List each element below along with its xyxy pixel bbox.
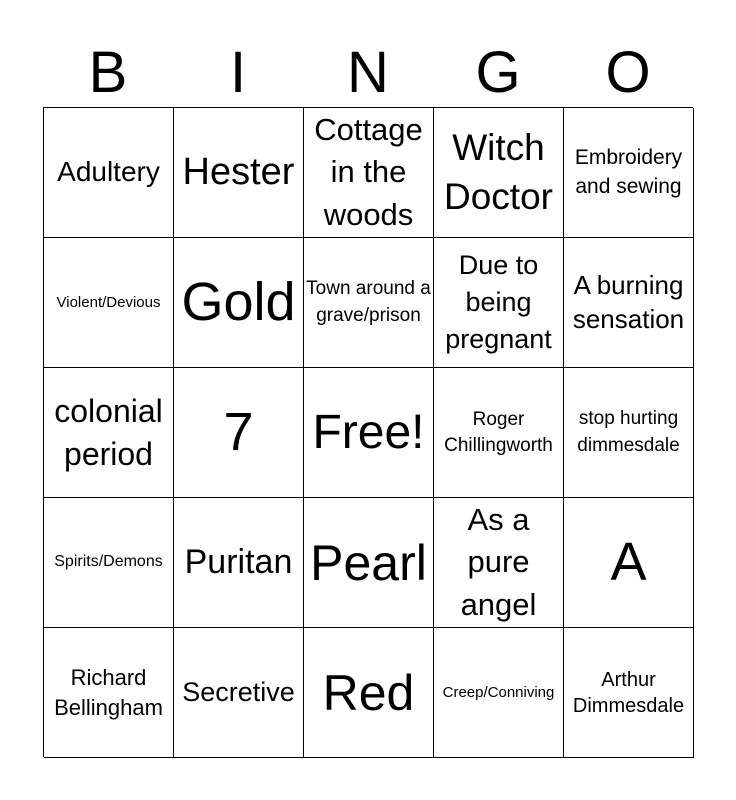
free-space-cell[interactable] [304,368,434,498]
cell-text: Town around a grave/prison [306,277,431,326]
cell-text: Richard Bellingham [54,664,163,720]
bingo-cell[interactable] [564,238,694,368]
cell-text: As a pure angel [460,502,537,622]
header-letter-i: I [229,40,247,105]
cell-text: Witch Doctor [444,126,553,217]
bingo-cell[interactable] [434,108,564,238]
bingo-cell[interactable] [434,498,564,628]
cell-text: A [610,532,647,593]
bingo-cell[interactable] [304,108,434,238]
cell-text: Violent/Devious [56,293,161,311]
bingo-cell[interactable] [434,368,564,498]
bingo-cell[interactable] [564,368,694,498]
header-letter-b: B [88,40,128,105]
bingo-cell[interactable] [564,628,694,758]
bingo-cell[interactable] [174,498,304,628]
bingo-cell[interactable] [44,108,174,238]
header-letter-g: G [475,40,521,105]
header-letter-n: N [347,40,389,105]
bingo-cell[interactable] [174,238,304,368]
cell-text: Pearl [310,534,427,591]
cell-text: Embroidery and sewing [574,146,683,198]
cell-text: stop hurting dimmesdale [577,407,680,456]
cell-text: Gold [181,272,296,333]
cell-text: Cottage in the woods [314,112,423,232]
bingo-cell[interactable] [434,628,564,758]
cell-text: Creep/Conniving [442,683,555,701]
cell-text: Arthur Dimmesdale [572,668,685,717]
cell-text: Spirits/Demons [54,553,163,571]
cell-text: A burning sensation [572,270,685,334]
cell-text: Due to being pregnant [445,249,552,355]
cell-text: 7 [223,402,254,463]
header-letter-o: O [605,40,651,105]
bingo-cell[interactable] [44,498,174,628]
cell-text: Secretive [182,676,295,707]
cell-text: Red [322,664,415,721]
bingo-cell[interactable] [304,238,434,368]
bingo-cell[interactable] [434,238,564,368]
bingo-cell[interactable] [174,628,304,758]
bingo-cell[interactable] [174,368,304,498]
cell-text: Roger Chillingworth [444,409,553,456]
bingo-cell[interactable] [44,628,174,758]
cell-text: Hester [182,151,295,194]
bingo-cell[interactable] [304,498,434,628]
cell-text: Puritan [184,542,293,581]
bingo-cell[interactable] [564,498,694,628]
bingo-header [43,40,693,106]
bingo-cell[interactable] [44,238,174,368]
bingo-cell[interactable] [304,628,434,758]
bingo-cell[interactable] [174,108,304,238]
cell-text: Adultery [57,156,160,188]
cell-text: colonial period [54,392,163,472]
cell-text: Free! [312,405,425,459]
bingo-cell[interactable] [564,108,694,238]
bingo-grid [43,107,693,757]
bingo-cell[interactable] [44,368,174,498]
